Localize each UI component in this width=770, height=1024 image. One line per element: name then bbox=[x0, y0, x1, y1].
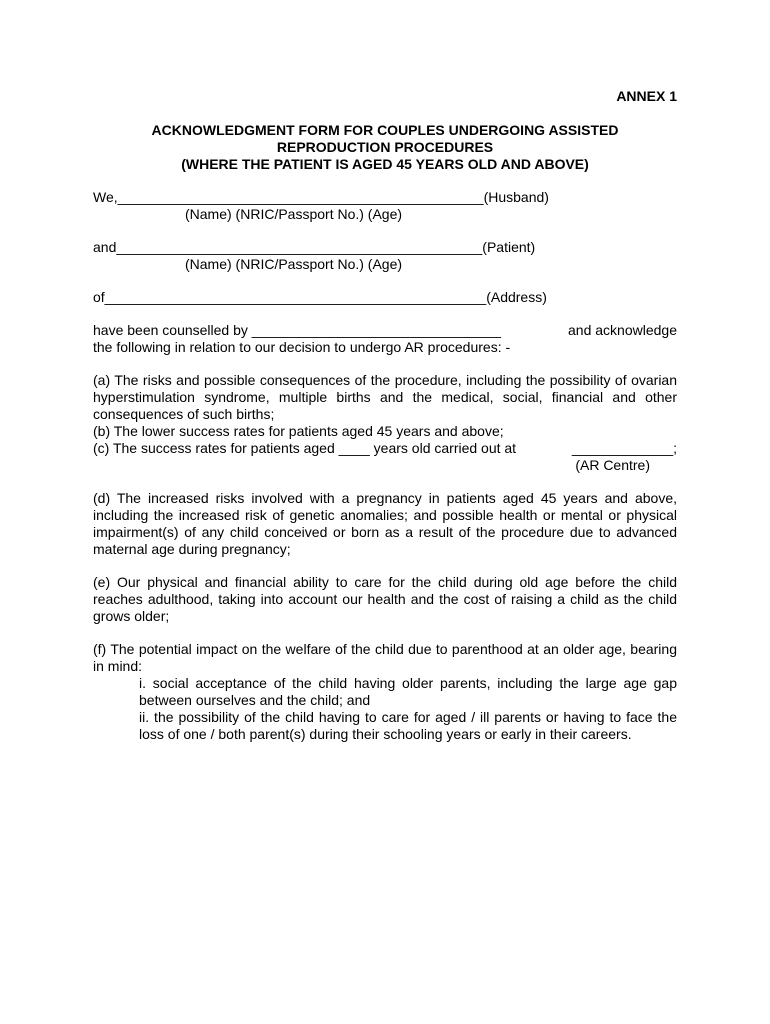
address-field[interactable]: of_________________________________________________(Address) bbox=[93, 289, 547, 305]
counselled-by-field[interactable]: have been counselled by ________________________________ bbox=[93, 322, 501, 338]
item-d: (d) The increased risks involved with a pregnancy in patients aged 45 years and above, including the increased risk of genetic anomalies; and possible health or mental or physical impairment(s) of any child conceived or born as a result of the procedure due to advanced maternal age during pregnancy; bbox=[93, 490, 677, 557]
item-c-text: (c) The success rates for patients aged ____ years old carried out at bbox=[93, 440, 517, 456]
counselled-acknowledge-text: and acknowledge bbox=[568, 322, 677, 338]
counselled-line-2: the following in relation to our decision to undergo AR procedures: - bbox=[93, 339, 511, 355]
husband-field[interactable]: We,_______________________________________________(Husband) bbox=[93, 189, 549, 205]
item-a: (a) The risks and possible consequences of the procedure, including the possibility of ovarian hyperstimulation syndrome, multiple births and the medical, social, financial and other consequences of such births; bbox=[93, 372, 677, 422]
item-e: (e) Our physical and financial ability to care for the child during old age before the child reaches adulthood, taking into account our health and the cost of raising a child as the child grows older; bbox=[93, 574, 677, 624]
item-f-ii: ii. the possibility of the child having to care for aged / ill parents or having to face the loss of one / both parent(s) during their schooling years or early in their careers. bbox=[139, 709, 677, 742]
counselled-by-row bbox=[93, 322, 677, 339]
annex-label: ANNEX 1 bbox=[616, 88, 677, 104]
ar-centre-hint: (AR Centre) bbox=[575, 457, 650, 473]
item-f-i: i. social acceptance of the child having older parents, including the large age gap between ourselves and the child; and bbox=[139, 675, 677, 708]
title-line-3: (WHERE THE PATIENT IS AGED 45 YEARS OLD AND ABOVE) bbox=[181, 156, 589, 172]
item-c-row bbox=[93, 440, 677, 457]
item-b: (b) The lower success rates for patients aged 45 years and above; bbox=[93, 423, 504, 439]
patient-field-hint: (Name) (NRIC/Passport No.) (Age) bbox=[185, 256, 403, 272]
form-title bbox=[93, 122, 677, 173]
title-line-2: REPRODUCTION PROCEDURES bbox=[276, 139, 494, 155]
husband-field-hint: (Name) (NRIC/Passport No.) (Age) bbox=[185, 206, 403, 222]
item-f: (f) The potential impact on the welfare of the child due to parenthood at an older age, bearing in mind: bbox=[93, 641, 677, 674]
title-line-1: ACKNOWLEDGMENT FORM FOR COUPLES UNDERGOING ASSISTED bbox=[151, 122, 619, 138]
patient-field[interactable]: and_______________________________________________(Patient) bbox=[93, 239, 536, 255]
form-body bbox=[93, 189, 677, 743]
ar-centre-field[interactable]: _____________; bbox=[571, 440, 677, 456]
